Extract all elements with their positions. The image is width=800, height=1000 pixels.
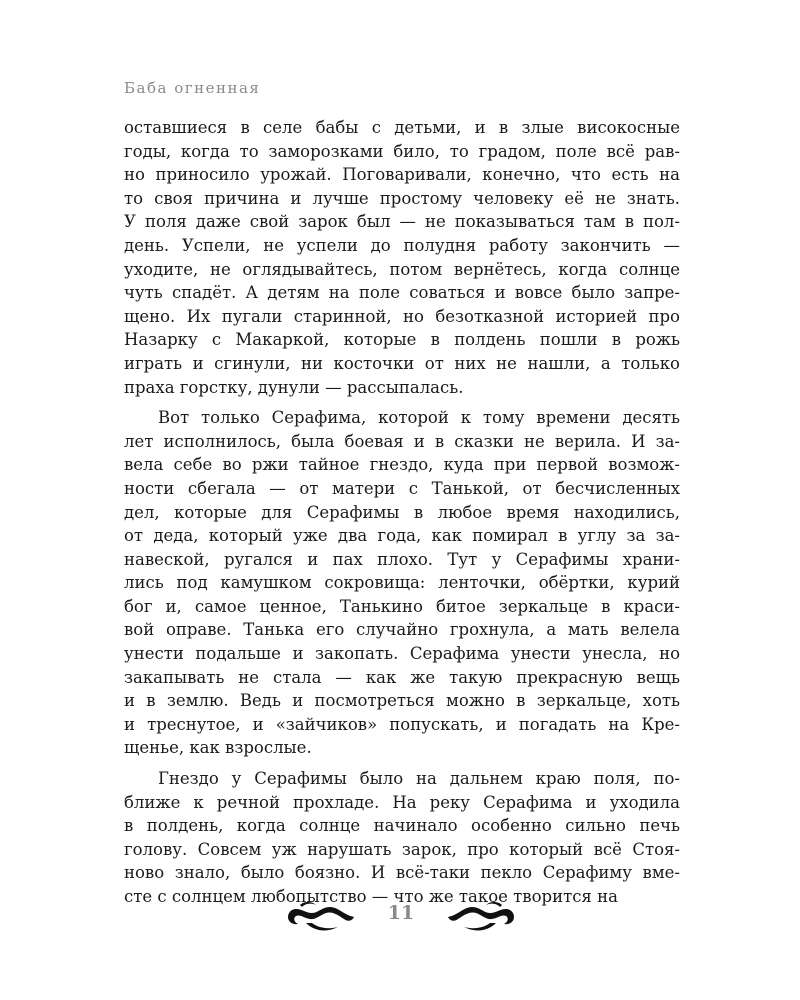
page-footer	[0, 893, 800, 943]
text-line: то своя причина и лучше простому человеку её не знать.	[124, 188, 680, 208]
text-line: голову. Совсем уж нарушать зарок, про который всё Стоя-	[124, 839, 680, 859]
text-line: играть и сгинули, ни косточки от них не нашли, а только	[124, 353, 680, 373]
text-line: годы, когда то заморозками било, то градом, поле всё рав-	[124, 141, 680, 161]
text-line: но приносило урожай. Поговаривали, конечно, что есть на	[124, 165, 680, 185]
text-line: унести подальше и закопать. Серафима унести унесла, но	[124, 644, 680, 664]
text-line: бог и, самое ценное, Танькино битое зеркальце в краси-	[124, 596, 680, 616]
text-line: щенье, как взрослые.	[124, 738, 312, 758]
text-line: Гнездо у Серафимы было на дальнем краю поля, по-	[158, 769, 680, 789]
text-line: от деда, который уже два года, как помирал в углу за за-	[124, 526, 680, 546]
text-line: праха горстку, дунули — рассыпалась.	[124, 377, 464, 397]
paragraph-2	[124, 406, 680, 760]
text-line: У поля даже свой зарок был — не показываться там в пол-	[124, 212, 680, 232]
text-line: навеской, ругался и пах плохо. Тут у Серафимы храни-	[124, 549, 680, 569]
text-line: день. Успели, не успели до полудня работу закончить —	[124, 235, 680, 255]
text-line: дел, которые для Серафимы в любое время находились,	[124, 502, 680, 522]
text-line: сте с солнцем любопытство — что же такое творится на	[124, 887, 618, 906]
text-line: вой оправе. Танька его случайно грохнула, а мать велела	[124, 620, 680, 640]
text-line: щено. Их пугали старинной, но безотказной историей про	[124, 306, 680, 326]
text-line: закапывать не стала — как же такую прекрасную вещь	[124, 667, 680, 687]
text-line: Вот только Серафима, которой к тому времени десять	[158, 408, 680, 428]
text-line: лись под камушком сокровища: ленточки, обёртки, курий	[124, 573, 680, 593]
running-header: Баба огненная	[124, 79, 261, 97]
body-text	[124, 116, 680, 909]
paragraph-3	[124, 767, 680, 909]
text-line: и в землю. Ведь и посмотреться можно в зеркальце, хоть	[124, 691, 680, 711]
text-line: ново знало, было боязно. И всё-таки пекло Серафиму вме-	[124, 863, 680, 883]
text-line: лет исполнилось, была боевая и в сказки не верила. И за-	[124, 431, 680, 451]
text-line: в полдень, когда солнце начинало особенно сильно печь	[124, 816, 680, 836]
text-line: ности сбегала — от матери с Танькой, от бесчисленных	[124, 478, 680, 498]
swirl-ornament-left-icon	[286, 897, 356, 935]
text-line: чуть спадёт. А детям на поле соваться и вовсе было запре-	[124, 283, 680, 303]
text-line: и треснутое, и «зайчиков» попускать, и погадать на Кре-	[124, 714, 680, 734]
text-line: вела себе во ржи тайное гнездо, куда при первой возмож-	[124, 455, 680, 475]
page-number: 11	[387, 902, 415, 924]
text-line: уходите, не оглядывайтесь, потом вернётесь, когда солнце	[124, 259, 680, 279]
text-line: оставшиеся в селе бабы с детьми, и в злые високосные	[124, 118, 680, 137]
swirl-ornament-right-icon	[446, 897, 516, 935]
paragraph-1	[124, 116, 680, 399]
text-line: ближе к речной прохладе. На реку Серафима и уходила	[124, 792, 680, 812]
text-line: Назарку с Макаркой, которые в полдень пошли в рожь	[124, 330, 680, 350]
